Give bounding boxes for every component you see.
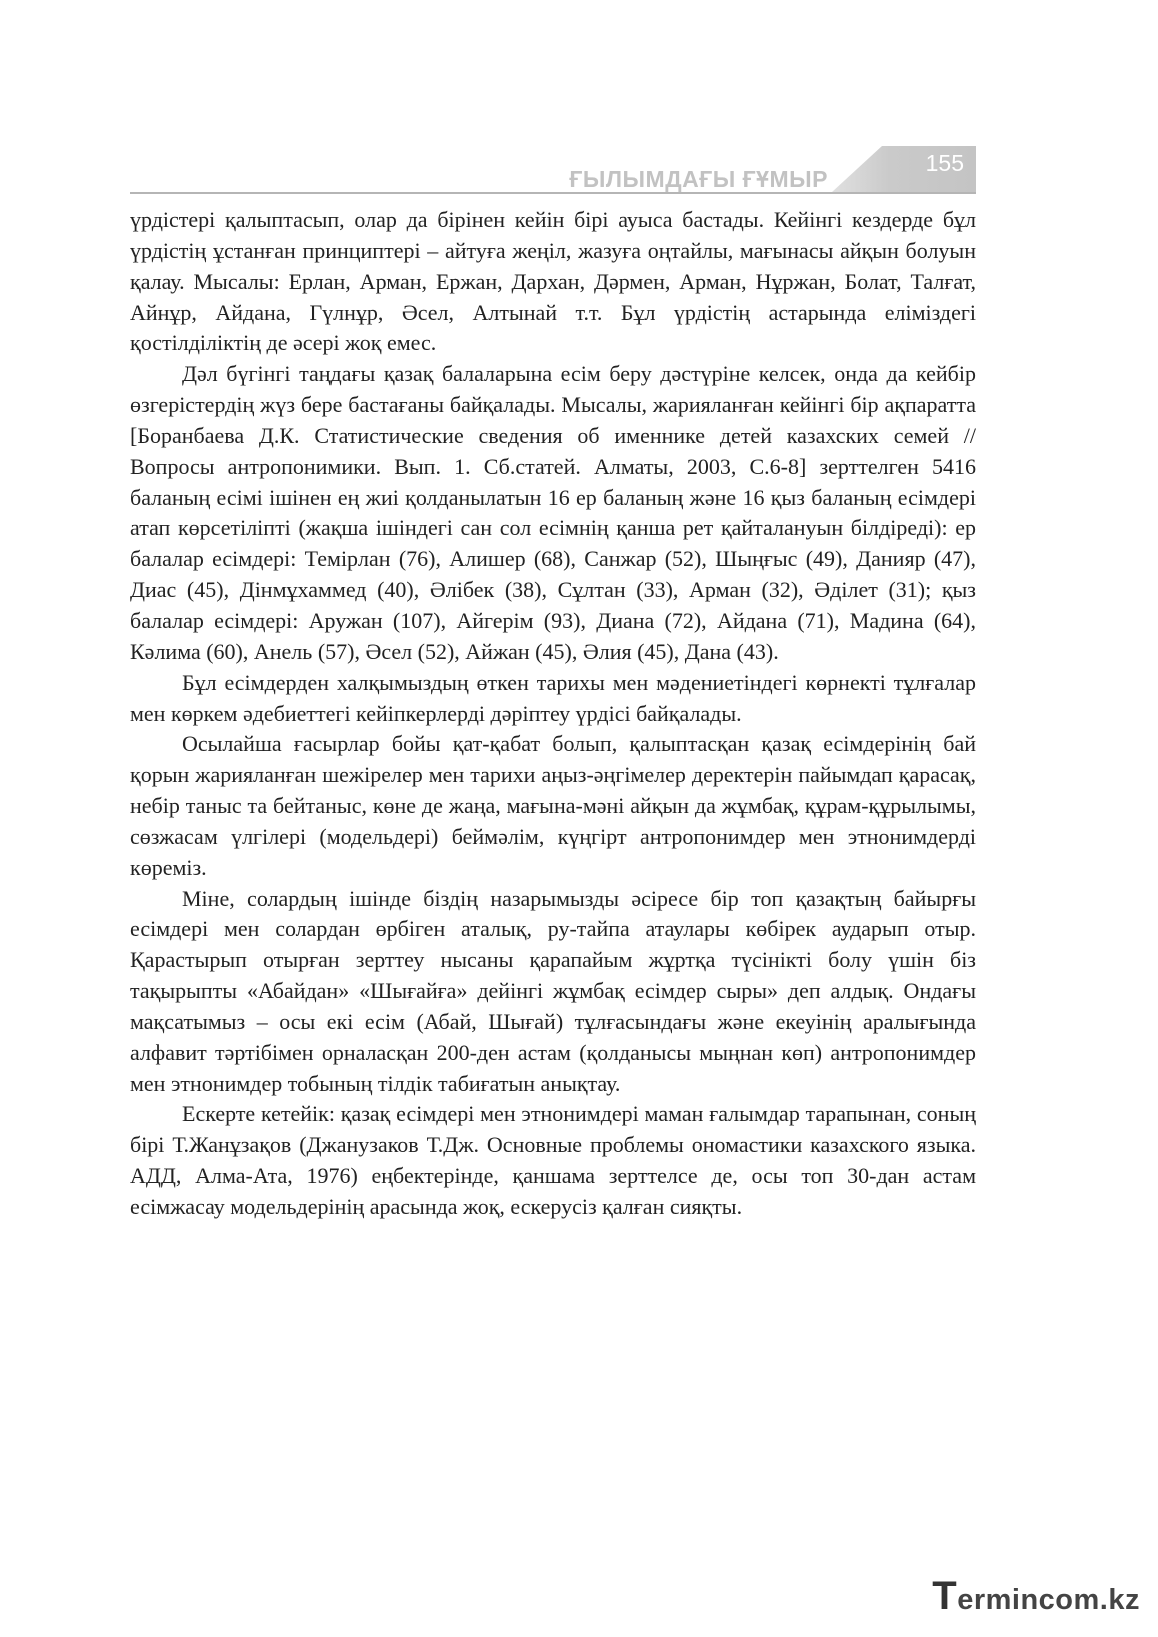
paragraph: Ескерте кетейік: қазақ есімдері мен этнонимдері маман ғалымдар тарапынан, соның бірі Т.Жанұзақов (Джанузаков Т.Дж. Основные проблемы ономастики казахского языка. АДД, Алма-Ата, 1976) еңбектерінде, қаншама зерттелсе де, осы топ 30-дан астам есімжасау модельдерінің арасында жоқ, ескерусіз қалған сияқты.	[130, 1101, 976, 1219]
page-header	[130, 146, 976, 194]
paragraph: Бұл есімдерден халқымыздың өткен тарихы мен мәдениетіндегі көрнекті тұлғалар мен көркем әдебиеттегі кейіпкерлерді дәріптеу үрдісі байқалады.	[130, 669, 976, 726]
paragraph: Дәл бүгінгі таңдағы қазақ балаларына есім беру дәстүріне келсек, онда да кейбір өзгерістердің жүз бере бастағаны байқалады. Мысалы, жарияланған кейінгі бір ақпаратта [Боранбаева Д.К. Статистические сведения об именнике детей казахских семей // Вопросы антропонимики. Вып. 1. Сб.статей. Алматы, 2003, С.6-8] зерттелген 5416 баланың есімі ішінен ең жиі қолданылатын 16 ер баланың және 16 қыз баланың есімдері атап көрсетіліпті (жақша ішіндегі сан сол есімнің қанша рет қайталануын білдіреді): ер балалар есімдері: Теміpлан (76), Алишер (68), Санжар (52), Шыңғыс (49), Данияр (47), Диас (45), Дінмұхаммед (40), Әлібек (38), Сұлтан (33), Арман (32), Әділет (31); қыз балалар есімдері: Аружан (107), Айгерім (93), Диана (72), Айдана (71), Мадина (64), Кәлима (60), Анель (57), Әсел (52), Айжан (45), Әлия (45), Дана (43).	[130, 361, 976, 664]
watermark-logo	[932, 1574, 1140, 1619]
body-text	[130, 205, 976, 1223]
paragraph: Міне, солардың ішінде біздің назарымызды әсіресе бір топ қазақтың байырғы есімдері мен солардан өрбіген аталық, ру-тайпа атаулары көбірек аударып отыр. Қарастырып отырған зерттеу нысаны қарапайым жұртқа түсінікті болу үшін біз тақырыпты «Абайдан» «Шығайға» дейінгі жұмбақ есімдер сыры» деп алдық. Ондағы мақсатымыз – осы екі есім (Абай, Шығай) тұлғасындағы және екеуінің аралығында алфавит тәртібімен орналасқан 200-ден астам (қолданысы мыңнан көп) антропонимдер мен этнонимдер тобының тілдік табиғатын анықтау.	[130, 885, 976, 1096]
header-rule	[130, 192, 976, 194]
running-title: ҒЫЛЫМДАҒЫ ҒҰМЫР	[569, 166, 828, 192]
page-number: 155	[925, 150, 964, 176]
magnifier-icon: o	[1055, 1584, 1074, 1616]
watermark-first-letter: T	[932, 1574, 958, 1618]
page-number-tab	[832, 146, 976, 192]
paragraph: Осылайша ғасырлар бойы қат-қабат болып, қалыптасқан қазақ есімдерінің бай қорын жарияланған шежірелер мен тарихи аңыз-әңгімелер деректерін пайымдап қарасақ, небір таныс та бейтаныс, көне де жаңа, мағына-мәні айқын да жұмбақ, құрам-құрылымы, сөзжасам үлгілері (модельдері) беймәлім, күңгірт антропонимдер мен этнонимдерді көреміз.	[130, 731, 976, 880]
paragraph: үрдістері қалыптасып, олар да бірінен кейін бірі ауыса бастады. Кейінгі кездерде бұл үрдістің ұстанған принциптері – айтуға жеңіл, жазуға оңтайлы, мағынасы айқын болуын қалау. Мысалы: Ерлан, Арман, Ержан, Дархан, Дәрмен, Арман, Нұржан, Болат, Талғат, Айнұр, Айдана, Гүлнұр, Әсел, Алтынай т.т. Бұл үрдістің астарында еліміздегі қостілділіктің де әсері жоқ емес.	[130, 207, 976, 356]
watermark-tail: m.kz	[1073, 1584, 1140, 1616]
watermark-text: erminc	[957, 1584, 1056, 1616]
